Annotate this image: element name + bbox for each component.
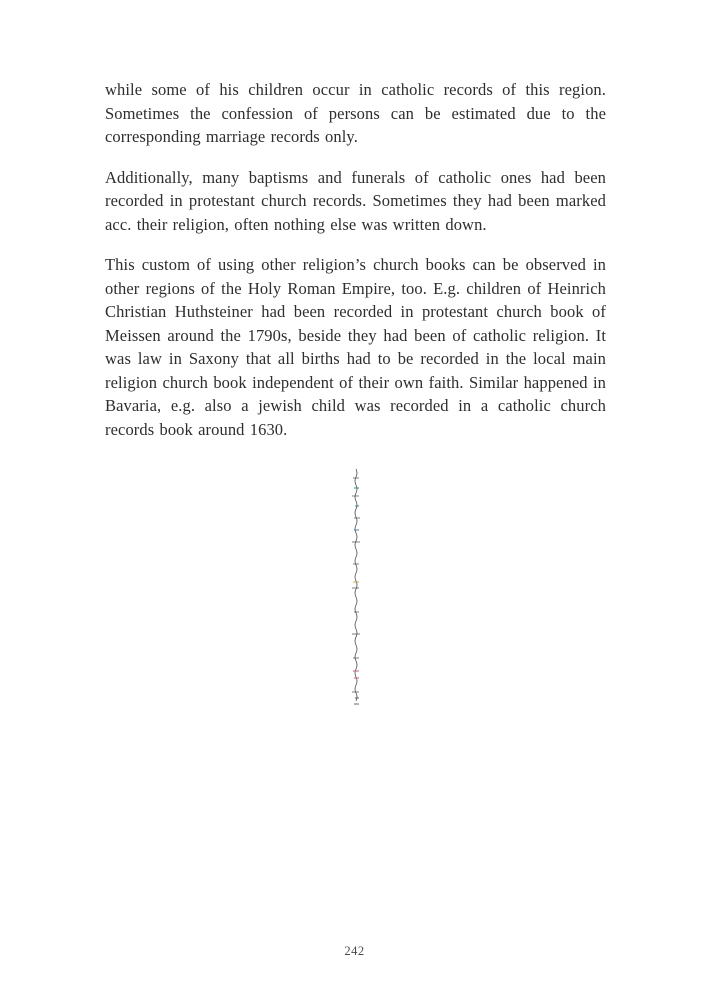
text-block — [105, 78, 606, 708]
paragraph: This custom of using other religion’s church books can be observed in other regions of the Holy Roman Empire, too. E.g. children of Heinrich Christian Huthsteiner had been recorded in protestant church book of Meissen around the 1790s, beside they had been of catholic religion. It was law in Saxony that all births had to be recorded in the local main religion church book independent of their own faith. Similar happened in Bavaria, e.g. also a jewish child was recorded in a catholic church records book around 1630. — [105, 255, 606, 439]
manuscript-strip-graphic — [348, 466, 364, 708]
paragraph: Additionally, many baptisms and funerals of catholic ones had been recorded in protestant church records. Sometimes they had been marked acc. their religion, often nothing else was written down. — [105, 167, 606, 234]
paragraph: while some of his children occur in catholic records of this region. Sometimes the confession of persons can be estimated due to the corresponding marriage records only. — [105, 80, 606, 146]
page-number: 242 — [344, 944, 365, 958]
vertical-manuscript-scan-image — [347, 466, 365, 708]
